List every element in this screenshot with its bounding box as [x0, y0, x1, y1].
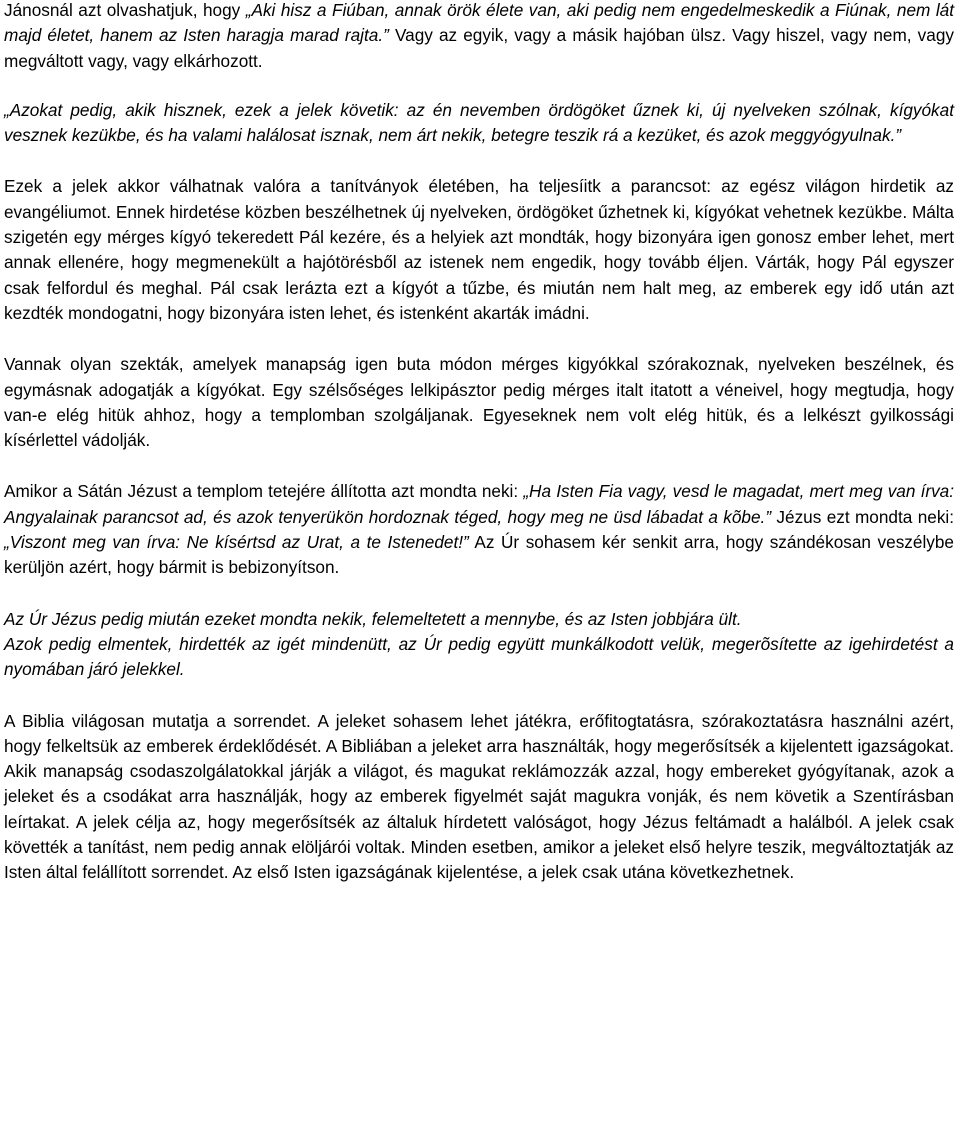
paragraph-text: Az Úr sohasem kér senkit arra, hogy szándékosan veszélybe kerüljön azért, hogy bármit is bebizonyítson.	[4, 532, 954, 578]
paragraph-malta: Ezek a jelek akkor válhatnak valóra a tanítványok életében, ha teljesíitk a parancsot: az egész világon hirdetik az evangéliumot. Ennek hirdetése közben beszélhetnek új nyelveken, ördögöket űzhetnek ki, kígyókat vehetnek kezükbe. Málta szigetén egy mérges kígyó tekeredett Pál kezére, és a helyiek azt mondták, hogy bizonyára igen gonosz ember lehet, mert annak ellenére, hogy megmenekült a hajótörésből az istenek nem engedik, hogy tovább éljen. Várták, hogy Pál egyszer csak felfordul és meghal. Pál csak lerázta ezt a kígyót a tűzbe, és miután nem halt meg, az emberek egy idő után azt kezdték mondogatni, hogy bizonyára isten lehet, és istenként akarták imádni.	[4, 176, 954, 323]
paragraph-text: Jézus ezt mondta neki:	[771, 506, 955, 527]
paragraph-john-quote	[4, 0, 954, 74]
paragraph-order: A Biblia világosan mutatja a sorrendet. A jeleket sohasem lehet játékra, erőfitogtatásra, szórakoztatásra használni azért, hogy felkeltsük az emberek érdeklődését. A Bibliában a jeleket arra használták, hogy megerősítsék a kijelentett igazságokat. Akik manapság csodaszolgálatokkal járják a világot, és magukat reklámozzák azzal, hogy embereket gyógyítanak, azok a jeleket és a csodákat arra használják, hogy az emberek figyelmét saját magukra vonják, és nem követik a Szentírásban leírtakat. A jelek célja az, hogy megerősítsék az általuk hírdetett valóságot, hogy Jézus feltámadt a halálból. A jelek csak követték a tanítást, nem pedig annak elöljárói voltak. Minden esetben, amikor a jeleket első helyre teszik, megváltoztatják az Isten által felállított sorrendet. Az első Isten igazságának kijelentése, a jelek csak utána következhetnek.	[4, 710, 954, 883]
paragraph-preaching-quote: Azok pedig elmentek, hirdették az igét mindenütt, az Úr pedig együtt munkálkodott velük, megerõsítette az igehirdetést a nyomában járó jelekkel.	[4, 633, 954, 680]
paragraph-intro: Jánosnál azt olvashatjuk, hogy	[4, 0, 246, 20]
scripture-quote-jesus: „Viszont meg van írva: Ne kísértsd az Urat, a te Istenedet!”	[4, 532, 469, 553]
paragraph-signs-quote: „Azokat pedig, akik hisznek, ezek a jelek követik: az én nevemben ördögöket űznek ki, új nyelveken szólnak, kígyókat vesznek kezükbe, és ha valami halálosat isznak, nem árt nekik, betegre teszik rá a kezüket, és azok meggyógyulnak.”	[4, 99, 954, 146]
paragraph-temptation	[4, 479, 954, 580]
scripture-quote-satan: „Ha Isten Fia vagy, vesd le magadat, mert meg van írva: Angyalainak parancsot ad, és azok tenyerükön hordoznak téged, hogy meg ne üsd lábadat a kõbe.”	[4, 481, 955, 527]
scripture-quote: „Aki hisz a Fiúban, annak örök élete van, aki pedig nem engedelmeskedik a Fiúnak, nem lát majd életet, hanem az Isten haragja marad rajta.”	[4, 0, 954, 46]
paragraph-ascension-quote: Az Úr Jézus pedig miután ezeket mondta nekik, felemeltetett a mennybe, és az Isten jobbjára ült.	[4, 608, 742, 629]
paragraph-sects: Vannak olyan szekták, amelyek manapság igen buta módon mérges kigyókkal szórakoznak, nyelveken beszélnek, és egymásnak adogatják a kígyókat. Egy szélsőséges lelkipásztor pedig mérges italt itatott a véneivel, hogy megtudja, hogy van-e elég hitük ahhoz, hogy a templomban szolgáljanak. Egyeseknek nem volt elég hitük, és a lelkészt gyilkossági kísérlettel vádolják.	[4, 354, 954, 451]
paragraph-intro: Amikor a Sátán Jézust a templom tetejére állította azt mondta neki:	[4, 481, 524, 502]
paragraph-text: Vagy az egyik, vagy a másik hajóban ülsz. Vagy hiszel, vagy nem, vagy megváltott vagy, vagy elkárhozott.	[4, 25, 954, 71]
